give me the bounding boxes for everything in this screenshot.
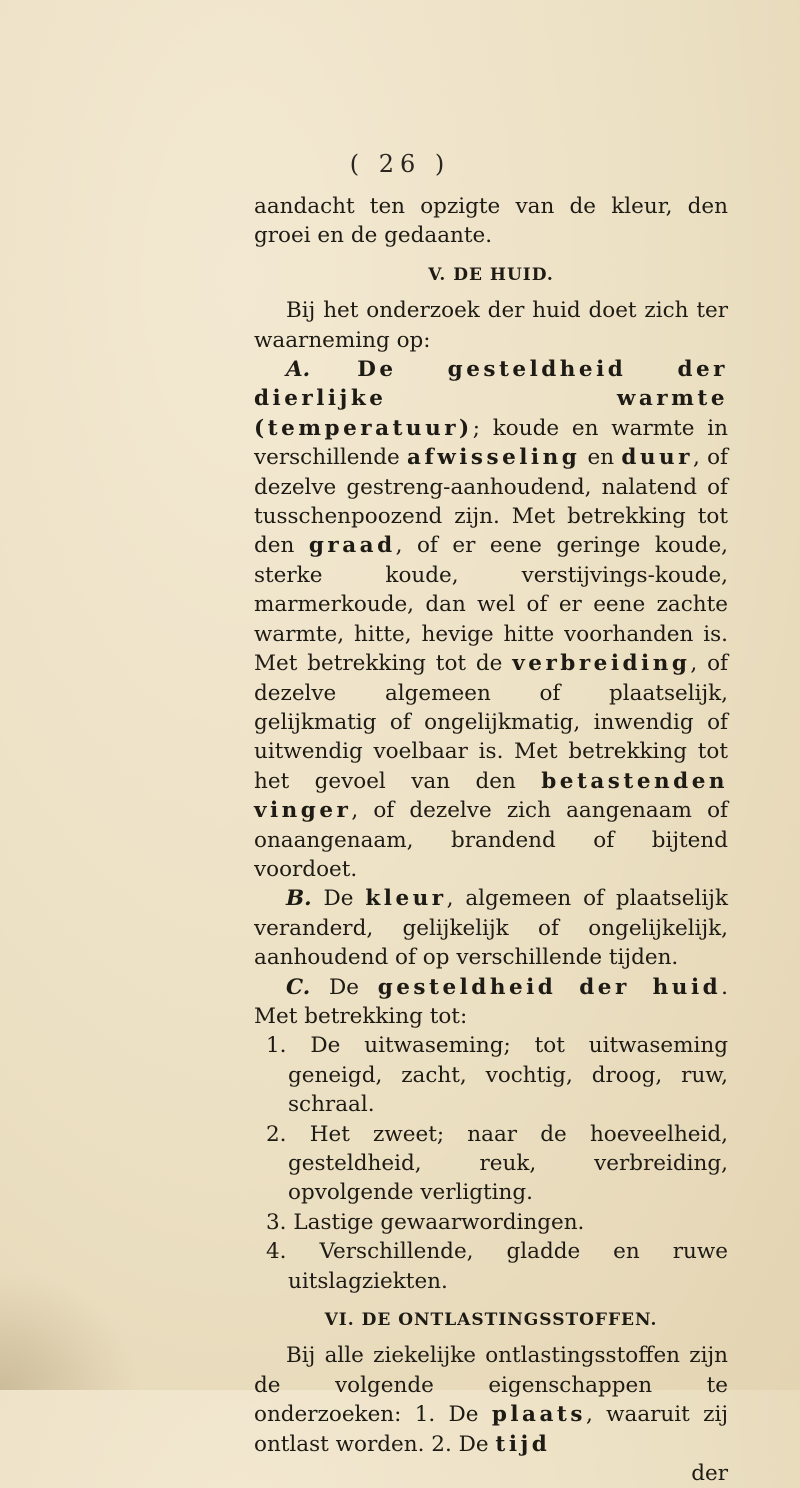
term-gesteldheid-huid: gesteldheid der huid xyxy=(377,974,722,1000)
opening-line: aandacht ten opzigte van de kleur, den groei en de gedaante. xyxy=(254,194,728,249)
section-heading-ontlastingsstoffen: VI. DE ONTLASTINGSSTOFFEN. xyxy=(324,1310,658,1331)
list-item: 1. De uitwaseming; tot uitwaseming geneigd, zacht, vochtig, droog, ruw, schraal. xyxy=(266,1033,728,1118)
term-betastenden-vinger: betastenden vinger xyxy=(254,768,728,824)
final-paragraph xyxy=(254,1341,728,1459)
paragraph-b xyxy=(254,884,728,972)
term-verbreiding: verbreiding xyxy=(512,651,691,677)
paper-stain xyxy=(0,1270,140,1390)
text-segment: ; koude en warmte in verschillende xyxy=(254,415,728,471)
section-heading-huid: V. DE HUID. xyxy=(428,264,554,285)
list-item: 3. Lastige gewaarwordingen. xyxy=(266,1209,585,1235)
text-segment: Bij alle ziekelijke ontlastingsstoffen zijn de volgende eigenschappen te onderzoeken: 1. De xyxy=(254,1343,728,1428)
paragraph-c xyxy=(254,973,728,1032)
text-segment: , of dezelve zich aangenaam of onaangenaam, brandend of bijtend voordoet. xyxy=(254,798,728,882)
term-duur: duur xyxy=(621,445,693,471)
catchword: der xyxy=(691,1461,728,1487)
text-segment: , of dezelve algemeen of plaatselijk, gelijkmatig of ongelijkmatig, inwendig of uitwendig voelbaar is. Met betrekking tot het gevoel van den xyxy=(254,651,728,794)
text-segment: , of er eene geringe koude, sterke koude, verstijvings-koude, marmerkoude, dan wel of er eene zachte warmte, hitte, hevige hitte voorhanden is. Met betrekking tot de xyxy=(254,533,728,677)
text-segment: De xyxy=(311,886,366,912)
marker-b: B. xyxy=(286,886,312,912)
marker-c: C. xyxy=(286,974,311,1000)
page-body xyxy=(254,192,728,1488)
text-segment: , algemeen of plaatselijk veranderd, gelijkelijk of ongelijkelijk, aanhoudend of op verschillende tijden. xyxy=(254,886,728,971)
term-graad: graad xyxy=(308,533,396,559)
marker-a: A. xyxy=(286,357,311,383)
text-segment: . Met betrekking tot: xyxy=(254,974,728,1029)
paragraph-a xyxy=(254,355,728,884)
term-gesteldheid-warmte: De gesteldheid der dierlijke warmte (temperatuur) xyxy=(254,357,728,441)
text-segment: en xyxy=(580,445,622,471)
list-item: 2. Het zweet; naar de hoeveelheid, gesteldheid, reuk, verbreiding, opvolgende verligting. xyxy=(266,1121,728,1206)
list-item: 4. Verschillende, gladde en ruwe uitslagziekten. xyxy=(266,1239,728,1294)
term-kleur: kleur xyxy=(365,886,447,912)
term-tijd: tijd xyxy=(495,1431,551,1457)
term-plaats: plaats xyxy=(491,1402,586,1428)
text-segment: De xyxy=(310,974,378,1000)
page-number: ( 26 ) xyxy=(349,150,451,178)
text-segment: , waaruit zij ontlast worden. 2. De xyxy=(254,1402,728,1457)
intro-paragraph: Bij het onderzoek der huid doet zich ter waarneming op: xyxy=(254,298,728,353)
term-afwisseling: afwisseling xyxy=(407,445,581,471)
text-segment: , of dezelve gestreng-aanhoudend, nalatend of tusschenpoozend zijn. Met betrekking tot den xyxy=(254,445,728,559)
